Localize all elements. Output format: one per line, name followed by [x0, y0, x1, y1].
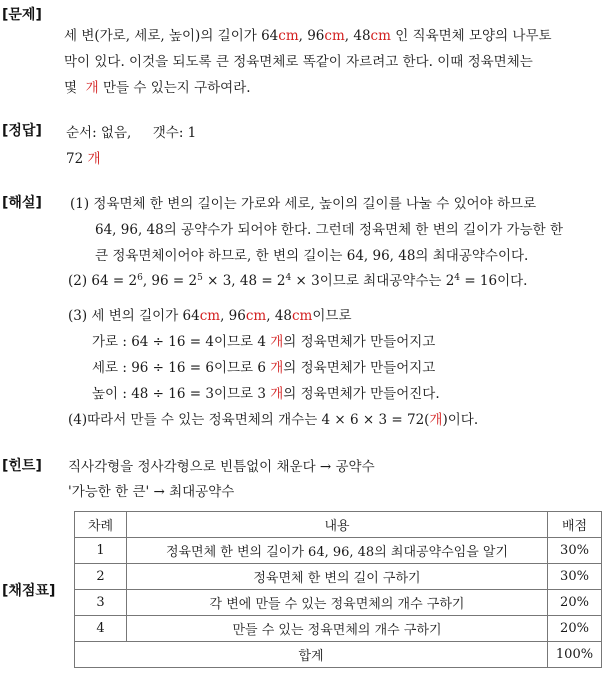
problem-line-3	[64, 76, 251, 96]
equation-text: 높이 : 48 ÷ 16 = 3이므로 3	[92, 386, 266, 402]
table-row	[75, 538, 602, 564]
unit-gae: 개	[270, 360, 284, 376]
row-number: 3	[75, 590, 127, 616]
row-number: 2	[75, 564, 127, 590]
equation-text: (2) 64 = 2	[68, 273, 138, 289]
header-order: 차례	[75, 512, 127, 538]
exponent: 5	[197, 273, 203, 283]
table-row	[75, 564, 602, 590]
unit-gae: 개	[85, 80, 99, 96]
row-score: 20%	[548, 616, 602, 642]
answer-label: [정답]	[2, 123, 42, 139]
unit-cm: cm	[292, 308, 313, 324]
explanation-length	[92, 356, 435, 376]
explanation-height	[92, 382, 440, 402]
answer-count: 갯수: 1	[152, 125, 197, 141]
explanation-p1-line-1: (1) 정육면체 한 변의 길이는 가로와 세로, 높이의 길이를 나눌 수 있어야 하므로	[70, 196, 537, 212]
unit-gae: 개	[270, 386, 284, 402]
hint-line-1: 직사각형을 정사각형으로 빈틈없이 채운다 → 공약수	[68, 459, 375, 475]
explanation-label: [해설]	[2, 195, 42, 211]
row-content: 만들 수 있는 정육면체의 개수 구하기	[127, 616, 548, 642]
hint-label: [힌트]	[2, 458, 42, 474]
unit-cm: cm	[324, 28, 345, 44]
equation-text: , 96	[220, 308, 246, 324]
equation-text: )이다.	[442, 412, 479, 428]
problem-number: , 48	[344, 28, 371, 44]
problem-text: 세 변(가로, 세로, 높이)의 길이가	[64, 28, 257, 44]
exponent: 4	[285, 273, 292, 283]
header-content: 내용	[127, 512, 548, 538]
problem-line-2: 막이 있다. 이것을 되도록 큰 정육면체로 똑같이 자르려고 한다. 이때 정육면체는	[64, 54, 533, 70]
row-score: 30%	[548, 564, 602, 590]
row-number: 4	[75, 616, 127, 642]
table-row	[75, 616, 602, 642]
row-content: 정육면체 한 변의 길이 구하기	[127, 564, 548, 590]
equation-text: × 3, 48 = 2	[202, 273, 286, 289]
problem-text: 인 직육면체 모양의 나무토	[395, 28, 552, 44]
rubric-label: [채점표]	[2, 583, 56, 599]
equation-text: = 16이다.	[460, 273, 528, 289]
hint-line-2: '가능한 한 큰' → 최대공약수	[68, 484, 235, 500]
unit-gae: 개	[87, 151, 101, 167]
answer-number: 72	[66, 151, 84, 167]
problem-text: 만들 수 있는지 구하여라.	[102, 80, 251, 96]
explanation-p3	[68, 304, 352, 324]
explanation-width	[92, 330, 435, 350]
unit-gae: 개	[429, 412, 443, 428]
total-score: 100%	[548, 642, 602, 668]
problem-line-1	[64, 24, 552, 44]
table-header-row	[75, 512, 602, 538]
table-total-row	[75, 642, 602, 668]
answer-line-1	[66, 121, 196, 141]
equation-text: (4)따라서 만들 수 있는 정육면체의 개수는 4 × 6 × 3 = 72(	[68, 412, 430, 428]
problem-label: [문제]	[2, 7, 42, 23]
equation-text: 가로 : 64 ÷ 16 = 4이므로 4	[92, 334, 266, 350]
rubric-table	[74, 511, 602, 668]
problem-text: 몇	[64, 80, 78, 96]
equation-text: (3) 세 변의 길이가 64	[68, 308, 200, 324]
equation-text: 의 정육면체가 만들어지고	[283, 334, 436, 350]
equation-text: 세로 : 96 ÷ 16 = 6이므로 6	[92, 360, 266, 376]
exponent: 6	[137, 273, 143, 283]
row-content: 각 변에 만들 수 있는 정육면체의 개수 구하기	[127, 590, 548, 616]
unit-cm: cm	[245, 308, 267, 324]
total-label: 합계	[75, 642, 548, 668]
equation-text: 이므로	[312, 308, 352, 324]
explanation-p2	[68, 269, 527, 289]
row-score: 30%	[548, 538, 602, 564]
unit-cm: cm	[199, 308, 221, 324]
equation-text: , 48	[266, 308, 292, 324]
problem-number: , 96	[298, 28, 325, 44]
explanation-p1-line-2: 64, 96, 48의 공약수가 되어야 한다. 그런데 정육면체 한 변의 길이가 가능한 한	[95, 222, 564, 238]
explanation-p1-line-3: 큰 정육면체이어야 하므로, 한 변의 길이는 64, 96, 48의 최대공약수이다.	[95, 248, 529, 264]
answer-line-2	[66, 147, 101, 167]
unit-cm: cm	[278, 28, 299, 44]
answer-order: 순서: 없음,	[66, 125, 132, 141]
row-number: 1	[75, 538, 127, 564]
equation-text: 의 정육면체가 만들어지고	[283, 360, 436, 376]
unit-gae: 개	[270, 334, 284, 350]
row-score: 20%	[548, 590, 602, 616]
table-row	[75, 590, 602, 616]
exponent: 4	[454, 273, 461, 283]
problem-number: 64	[261, 28, 279, 44]
equation-text: 의 정육면체가 만들어진다.	[283, 386, 440, 402]
equation-text: , 96 = 2	[142, 273, 198, 289]
explanation-p4	[68, 408, 478, 428]
row-content: 정육면체 한 변의 길이가 64, 96, 48의 최대공약수임을 알기	[127, 538, 548, 564]
equation-text: × 3이므로 최대공약수는 2	[291, 273, 455, 289]
unit-cm: cm	[370, 28, 391, 44]
header-score: 배점	[548, 512, 602, 538]
